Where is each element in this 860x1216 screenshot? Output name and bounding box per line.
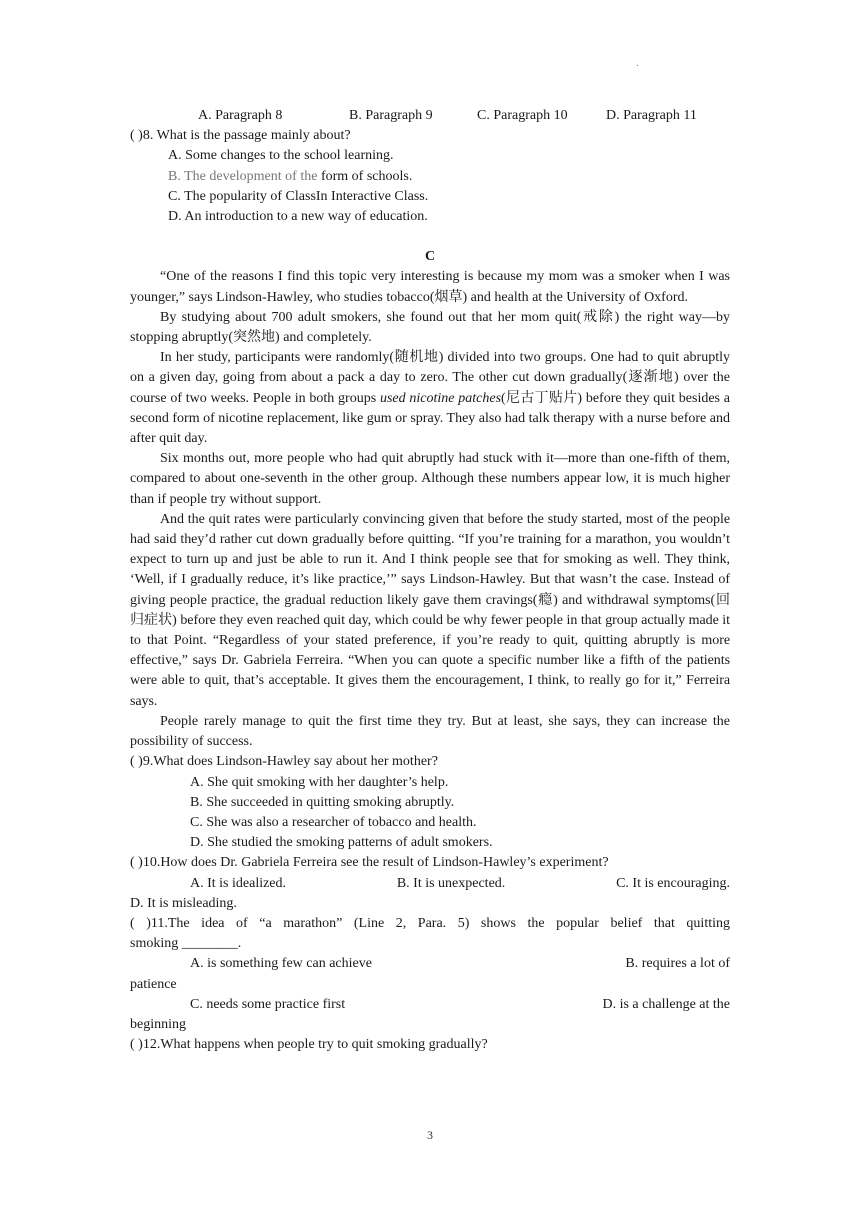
q11-option-d-wrap: beginning <box>130 1016 186 1032</box>
q10-option-a: A. It is idealized. <box>190 875 287 891</box>
passage-paragraph-3 <box>130 348 730 449</box>
q10-stem: ( )10.How does Dr. Gabriela Ferreira see the result of Lindson-Hawley’s experiment? <box>130 855 609 871</box>
q11-options-row-1 <box>130 954 730 974</box>
q8-option-c: C. The popularity of ClassIn Interactive Class. <box>168 188 429 204</box>
page-number: 3 <box>427 1128 433 1142</box>
q8-option-b <box>130 167 730 187</box>
corner-mark: . <box>636 58 639 69</box>
q9-option-a: A. She quit smoking with her daughter’s help. <box>190 774 449 790</box>
q10-options-row <box>130 874 730 894</box>
q9-option-b: B. She succeeded in quitting smoking abruptly. <box>190 794 455 810</box>
passage-paragraph-6: People rarely manage to quit the first time they try. But at least, she says, they can increase the possibility of success. <box>130 713 730 750</box>
p3-text-b: (尼古丁贴片) before they quit besides a second form of nicotine replacement, like gum or spray. They also had talk therapy with a nurse before and after quit day. <box>130 390 731 447</box>
q7-option-c: C. Paragraph 10 <box>477 108 568 123</box>
p3-text-a: In her study, participants were randomly(随机地) divided into two groups. One had to quit abruptly on a given day, going from about a pack a day to zero. The other cut down gradually(逐渐地) over the course of two weeks. People in both groups <box>130 350 730 406</box>
q10-option-b: B. It is unexpected. <box>396 875 506 891</box>
q7-options <box>130 106 730 126</box>
q9-option-d: D. She studied the smoking patterns of adult smokers. <box>190 835 493 851</box>
q7-option-d: D. Paragraph 11 <box>606 108 697 123</box>
p3-italic: used nicotine patches <box>379 390 502 406</box>
q8-option-d: D. An introduction to a new way of education. <box>168 209 428 225</box>
q11-stem-line2: smoking ________. <box>130 936 242 952</box>
section-heading: C <box>424 249 436 265</box>
q11-stem-line1: ( )11.The idea of “a marathon” (Line 2, Para. 5) shows the popular belief that quitting <box>130 915 730 931</box>
q11-option-b-wrap: patience <box>130 976 177 992</box>
q8-option-b-gray: B. The development of the <box>168 168 321 184</box>
passage-paragraph-4: Six months out, more people who had quit abruptly had stuck with it—more than one-fifth of them, compared to about one-seventh in the other group. Although these numbers appear low, it is much higher than if people try without support. <box>130 451 730 507</box>
q11-options-row-2 <box>130 995 730 1015</box>
page-content <box>130 106 730 1055</box>
q7-option-b: B. Paragraph 9 <box>349 108 433 123</box>
q8-option-a: A. Some changes to the school learning. <box>168 148 394 164</box>
q10-option-c: C. It is encouraging. <box>616 875 730 891</box>
q11-option-b: B. requires a lot of <box>625 956 730 972</box>
q11-option-a: A. is something few can achieve <box>190 956 372 972</box>
q10-option-d: D. It is misleading. <box>130 895 237 911</box>
passage-paragraph-1: “One of the reasons I find this topic very interesting is because my mom was a smoker when I was younger,” says Lindson-Hawley, who studies tobacco(烟草) and health at the University of Oxford. <box>130 269 730 305</box>
q7-option-a: A. Paragraph 8 <box>198 108 283 123</box>
passage-paragraph-2: By studying about 700 adult smokers, she found out that her mom quit(戒除) the right way—by stopping abruptly(突然地) and completely. <box>130 309 730 346</box>
passage-paragraph-5: And the quit rates were particularly convincing given that before the study started, most of the people had said they’d rather cut down gradually before quitting. “If you’re training for a marathon, you wouldn’t expect to turn up and just be able to run it. And I think people see that for smoking as well. They think, ‘Well, if I gradually reduce, it’s like practice,’” says Lindson-Hawley. But that wasn’t the case. Instead of giving people practice, the gradual reduction likely gave them cravings(瘾) and withdrawal symptoms(回归症状) before they even reached quit day, which could be why fewer people in that group actually made it to that Point. “Regardless of your stated preference, if you’re ready to quit, quitting abruptly is more effective,” says Dr. Gabriela Ferreira. “When you can quote a specific number like a fifth of the patients were able to quit, that’s acceptable. It gives them the encouragement, I think, to really go for it,” Ferreira says. <box>130 511 730 709</box>
q11-option-d: D. is a challenge at the <box>602 996 730 1012</box>
q9-stem: ( )9.What does Lindson-Hawley say about her mother? <box>130 754 438 770</box>
q8-stem: ( )8. What is the passage mainly about? <box>130 128 351 144</box>
q11-option-c: C. needs some practice first <box>190 996 346 1012</box>
q8-option-b-rest: form of schools. <box>320 168 413 184</box>
q9-option-c: C. She was also a researcher of tobacco and health. <box>190 814 477 830</box>
q12-stem: ( )12.What happens when people try to quit smoking gradually? <box>130 1037 488 1053</box>
